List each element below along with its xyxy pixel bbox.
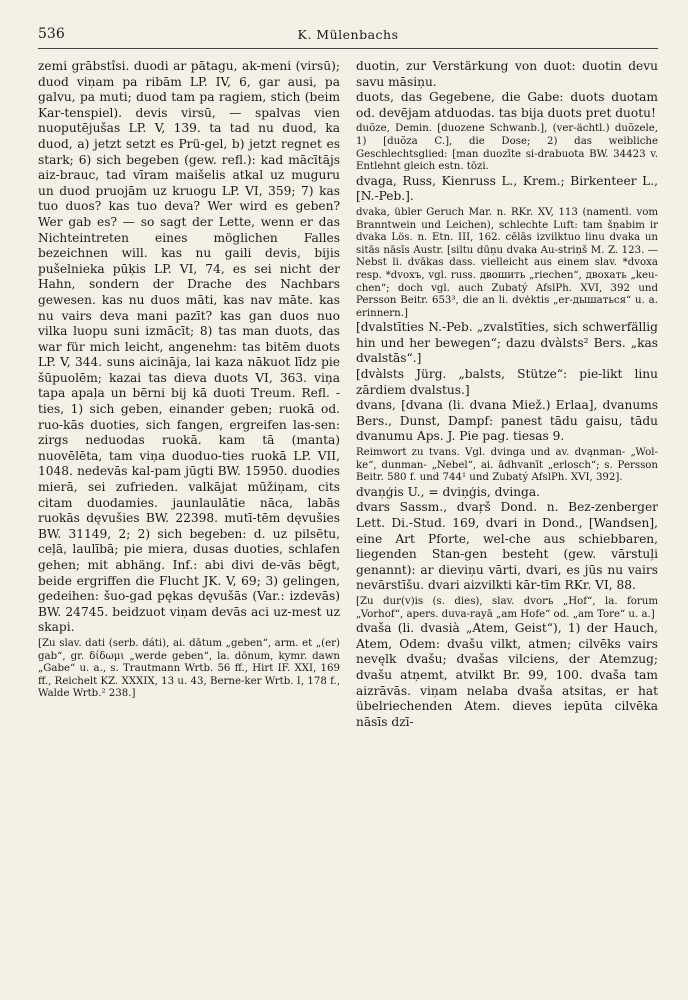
dictionary-entry: [dvalstīties N.-Peb. „zvalstīties, sich schwerfällig hin und her bewegen“; dazu dvàlsts² Bers. „kas dvalstās“.]	[356, 320, 658, 366]
two-column-body	[38, 59, 658, 730]
dictionary-entry: dvans, [dvana (li. dvana Miež.) Erlaa], dvanums Bers., Dunst, Dampf: panest tādu gaisu, tādu dvanumu Aps. J. Pie pag. tiesas 9.	[356, 398, 658, 444]
dictionary-entry: zemi grābstîsi. duodi ar pātagu, ak-meni (virsū); duod viņam pa ribām LP. IV, 6, gar ausi, pa galvu, pa muti; duod tam pa ragiem, stich (beim Kar-tenspiel). devis virsū, — spalvas vien nuoputējušas LP. V, 139. ta tad nu duod, ka duod, a) jetzt setzt es Prü-gel, b) jetzt regnet es stark; 6) sich begeben (gew. refl.): kad mācītājs aiz-brauc, tad vīram maišelis atkal uz muguru un duod pruojām uz kruogu LP. VI, 359; 7) kas tuo duos? kas tuo deva? Wer wird es geben? Wer gab es? — so sagt der Lette, wenn er das Nichteintreten eines möglichen Falles bezeichnen will. kas nu gaili devis, bijis pušelnieka pūķis LP. VI, 74, es sei nicht der Hahn, sondern der Drache des Nachbars gewesen. kas nu duos māti, kas nav māte. kas nu vairs deva mani pazīt? kas gan duos nuo vilka luopu suni izmācīt; 8) tas man duots, das war für mich leicht, angenehm: tas bitēm duots LP. V, 344. suns aicināja, lai kaza nākuot līdz pie šūpuolēm; kazai tas dieva duots VI, 363. viņa tapa apaļa un bērni bij kā duoti Treum. Refl. -ties, 1) sich geben, einander geben; ruokā od. ruo-kās duoties, sich fangen, ergreifen las-sen: zirgs neduodas ruokā. kam tā (manta) nuovēlēta, tam viņa duoduo-ties ruokā LP. VII, 1048. nedevās kal-pam jūgti BW. 15950. duodies mierā, sei zufrieden. valkājat mūžiņam, cits citam duodamies. jaunlaulātie nāca, labās ruokās dęvušies BW. 22398. mutī-tēm dęvušies BW. 31149, 2; 2) sich begeben: d. uz pilsētu, ceļā, laulībā; pie miera, dusas duoties, schlafen gehen; mit abhäng. Inf.: abi divi de-vās bēgt, beide ergriffen die Flucht JK. V, 69; 3) gelingen, gedeihen: šuo-gad pękas dęvušās (Var.: izdevās) BW. 24745. beidzuot viņam devās aci uz-mest uz skapi.	[38, 59, 340, 635]
left-column	[38, 59, 340, 730]
dictionary-entry: dvars Sassm., dvaŗš Dond. n. Bez-zenberger Lett. Di.-Stud. 169, dvari in Dond., [Wandsen], eine Art Pforte, wel-che aus schiebbaren, liegenden Stan-gen besteht (gew. vārstuļi genannt): ar dieviņu vārti, dvari, es jūs nu vairs nevārstīšu. dvari aizvilkti kār-tīm RKr. VI, 88.	[356, 500, 658, 593]
right-column	[356, 59, 658, 730]
dictionary-entry: dvaņģis U., = dviņģis, dvinga.	[356, 484, 541, 499]
page-number: 536	[38, 26, 65, 42]
dictionary-entry: dvaga, Russ, Kienruss L., Krem.; Birkenteer L., [N.-Peb.].	[356, 173, 658, 204]
dictionary-entry: [dvàlsts Jürg. „balsts, Stütze“: pie-likt linu zārdiem dvalstus.]	[356, 367, 658, 397]
etymology-note: Reimwort zu tvans. Vgl. dvinga und av. dvąnman- „Wol-ke“, dunman- „Nebel“, ai. ādhvanīt „erlosch“; s. Persson Beitr. 580 f. und 744¹ und Zubatý AfslPh. XVI, 392].	[356, 447, 658, 484]
dictionary-entry: dvaša (li. dvasià „Atem, Geist“), 1) der Hauch, Atem, Odem: dvašu vilkt, atmen; cilvēks vairs nevęlk dvašu; dvašas vilciens, der Atemzug; dvašu atņemt, atvilkt Br. 99, 100. dvaša tam aizrāvās. viņam nelaba dvaša atsitas, er hat übelriechenden Atem. dieves iepūta cilvēka nāsīs dzī-	[356, 621, 658, 729]
etymology-note: duõze, Demin. [duozene Schwanb.], (ver-ächtl.) duõzele, 1) [duõza C.], die Dose; 2) das weibliche Geschlechtsglied: [man duozīte si-drabuota BW. 34423 v. Entlehnt gleich estn. tōzi.	[356, 123, 658, 173]
dictionary-entry: duotin, zur Verstärkung von duot: duotin devu savu māsiņu.	[356, 59, 658, 89]
page-header	[38, 20, 658, 49]
dictionary-entry: duots, das Gegebene, die Gabe: duots duotam od. devējam atduodas. tas bija duots pret duotu!	[356, 90, 658, 120]
etymology-note: [Zu slav. dati (serb. dáti), ai. dātum „geben“, arm. et „(er) gab“, gr. δίδωμι „werde geben“, la. dōnum, kymr. dawn „Gabe“ u. a., s. Trautmann Wrtb. 56 ff., Hirt IF. XXI, 169 ff., Reichelt KZ. XXXIX, 13 u. 43, Berne-ker Wrtb. I, 178 f., Walde Wrtb.² 238.]	[38, 637, 340, 700]
etymology-note: [Zu dur(v)is (s. dies), slav. dvorъ „Hof“, la. forum „Vorhof“, apers. duva-rayā „am Hofe“ od. „am Tore“ u. a.]	[356, 595, 658, 620]
etymology-note: dvaka, übler Geruch Mar. n. RKr. XV, 113 (namentl. vom Branntwein und Leichen), schlechte Luft: tam šņabim ir dvaka Lös. n. Etn. III, 162. cēlās izvilktuo linu dvaka un sitās nāsīs Austr. [siltu dūņu dvaka Au-striņš M. Z. 123. — Nebst li. dvākas dass. vielleicht aus einem slav. *dvoxa resp. *dvoxъ, vgl. russ. двошить „riechen“, двохать „keu-chen“; doch vgl. auch Zubatý AfslPh. XVI, 392 und Persson Beitr. 653³, die an li. dvėktis „er-дышаться“ u. a. erinnern.]	[356, 206, 658, 319]
running-title: K. Mülenbachs	[297, 27, 399, 42]
